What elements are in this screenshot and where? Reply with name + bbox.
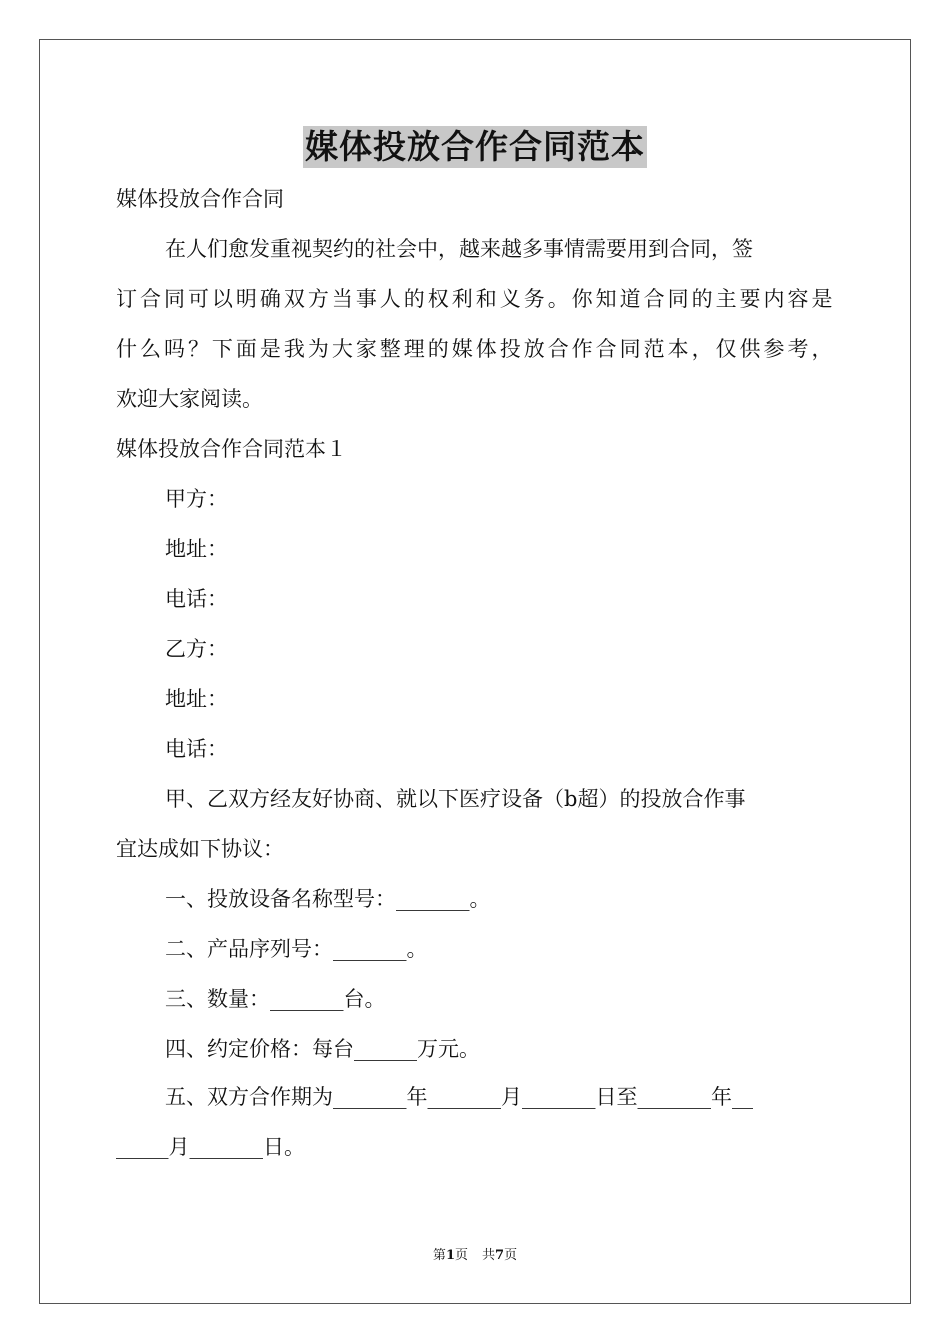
clause-3: 三、数量：_______台。 [165, 987, 386, 1011]
page-current: 1 [445, 1248, 455, 1263]
intro-line-1: 在人们愈发重视契约的社会中，越来越多事情需要用到合同，签 [165, 237, 753, 261]
page-footer [0, 1246, 950, 1266]
section-heading: 媒体投放合作合同范本１ [116, 437, 347, 461]
intro-line-2: 订合同可以明确双方当事人的权利和义务。你知道合同的主要内容是 [116, 287, 833, 311]
page-suffix: 页 [454, 1248, 468, 1263]
document-title: 媒体投放合作合同范本 [305, 127, 645, 166]
clause-5-line-1: 五、双方合作期为_______年_______月_______日至_______年__ [165, 1085, 753, 1109]
party-b-phone: 电话： [165, 737, 228, 761]
page-prefix: 第 [432, 1248, 446, 1263]
party-b-address: 地址： [165, 687, 228, 711]
clause-2: 二、产品序列号：_______。 [165, 937, 428, 961]
page-border [39, 39, 911, 1304]
party-a-address: 地址： [165, 537, 228, 561]
agreement-line-1: 甲、乙双方经友好协商、就以下医疗设备（b超）的投放合作事 [165, 787, 746, 811]
title-container [0, 126, 950, 168]
subtitle: 媒体投放合作合同 [116, 187, 284, 211]
total-suffix: 页 [504, 1248, 518, 1263]
total-prefix: 共 [482, 1248, 496, 1263]
clause-1: 一、投放设备名称型号：_______。 [165, 887, 491, 911]
party-a-phone: 电话： [165, 587, 228, 611]
page-total: 7 [495, 1248, 505, 1263]
party-a-name: 甲方： [165, 487, 228, 511]
clause-4: 四、约定价格：每台______万元。 [165, 1037, 480, 1061]
clause-5-line-2: _____月_______日。 [116, 1135, 305, 1159]
party-b-name: 乙方： [165, 637, 228, 661]
intro-line-4: 欢迎大家阅读。 [116, 387, 263, 411]
agreement-line-2: 宜达成如下协议： [116, 837, 284, 861]
intro-line-3: 什么吗？下面是我为大家整理的媒体投放合作合同范本，仅供参考， [116, 337, 833, 361]
